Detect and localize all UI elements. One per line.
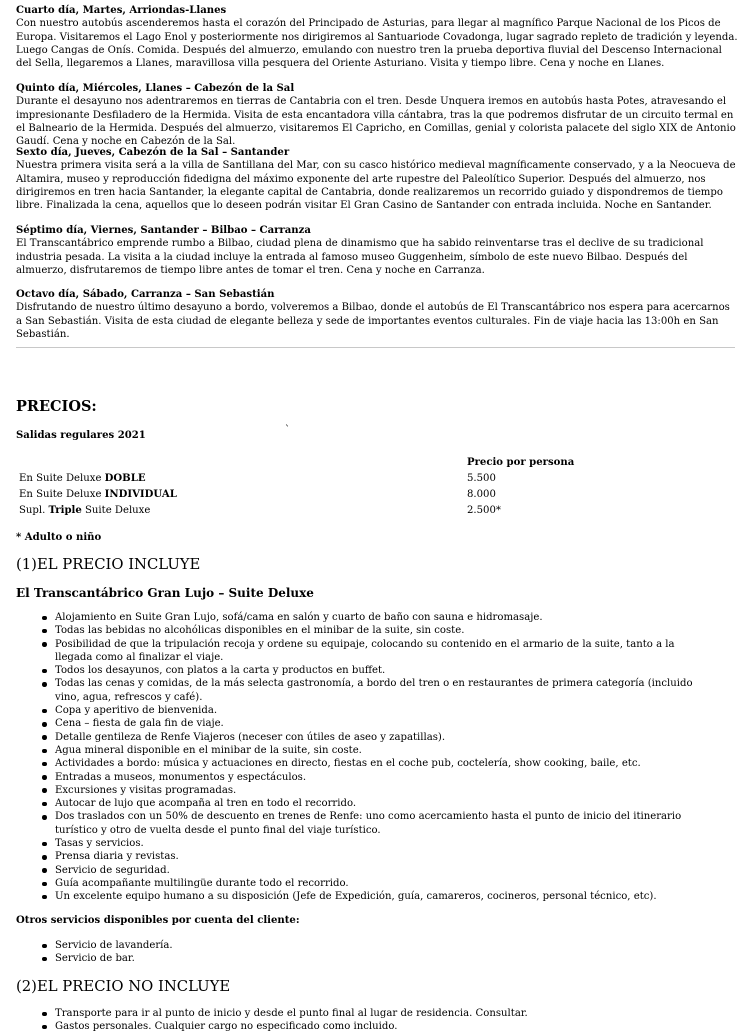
list-item: Actividades a bordo: música y actuaciones en directo, fiestas en el coche pub, coctelería, show cooking, baile, etc. xyxy=(55,757,715,770)
list-item: Prensa diaria y revistas. xyxy=(55,850,715,863)
day-description: Nuestra primera visita será a la villa de Santillana del Mar, con su casco histórico medieval magníficamente conservado, y a la Neocueva de Altamira, museo y reproducción fidedigna del máximo exponente del arte rupestre del Paleolítico Superior. Después del almuerzo, nos dirigiremos en tren hacia Santander, la elegante capital de Cantabria, donde realizaremos un recorrido guiado y dispondremos de tiempo libre. Finalizada la cena, aquellos que lo deseen podrán visitar El Gran Casino de Santander con entrada incluida. Noche en Santander. xyxy=(16,160,736,212)
list-item: Posibilidad de que la tripulación recoja y ordene su equipaje, colocando su contenido en el armario de la suite, tanto a la llegada como al finalizar el viaje. xyxy=(55,638,715,665)
excludes-list xyxy=(0,1007,715,1034)
list-item: Autocar de lujo que acompaña al tren en todo el recorrido. xyxy=(55,797,715,810)
day-title: Cuarto día, Martes, Arriondas-Llanes xyxy=(16,5,227,16)
day-title: Quinto día, Miércoles, Llanes – Cabezón de la Sal xyxy=(16,83,295,94)
list-item: Guía acompañante multilingüe durante todo el recorrido. xyxy=(55,877,715,890)
stray-mark: ` xyxy=(285,425,290,436)
day-section-4 xyxy=(16,4,738,70)
list-item: Servicio de lavandería. xyxy=(55,939,715,952)
list-item: Cena – fiesta de gala fin de viaje. xyxy=(55,717,715,730)
price-row-label: En Suite Deluxe DOBLE xyxy=(19,473,146,484)
price-row-label: En Suite Deluxe INDIVIDUAL xyxy=(19,489,177,500)
list-item: Transporte para ir al punto de inicio y desde el punto final al lugar de residencia. Consultar. xyxy=(55,1007,715,1020)
day-title: Séptimo día, Viernes, Santander – Bilbao – Carranza xyxy=(16,225,311,236)
list-item: Todas las bebidas no alcohólicas disponibles en el minibar de la suite, sin coste. xyxy=(55,624,715,637)
list-item: Copa y aperitivo de bienvenida. xyxy=(55,704,715,717)
day-title: Octavo día, Sábado, Carranza – San Sebastián xyxy=(16,289,275,300)
price-footnote: * Adulto o niño xyxy=(16,532,102,543)
list-item: Alojamiento en Suite Gran Lujo, sofá/cama en salón y cuarto de baño con sauna e hidromasaje. xyxy=(55,611,715,624)
list-item: Agua mineral disponible en el minibar de la suite, sin coste. xyxy=(55,744,715,757)
list-item: Un excelente equipo humano a su disposición (Jefe de Expedición, guía, camareros, cocineros, personal técnico, etc). xyxy=(55,890,715,903)
day-section-7 xyxy=(16,224,738,277)
price-value: 2.500* xyxy=(467,505,501,516)
suite-subheading: El Transcantábrico Gran Lujo – Suite Deluxe xyxy=(16,586,314,600)
horizontal-divider xyxy=(16,347,735,348)
list-item: Todos los desayunos, con platos a la carta y productos en buffet. xyxy=(55,664,715,677)
list-item: Entradas a museos, monumentos y espectáculos. xyxy=(55,771,715,784)
price-value: 8.000 xyxy=(467,489,496,500)
day-section-6 xyxy=(16,146,738,212)
list-item: Detalle gentileza de Renfe Viajeros (neceser con útiles de aseo y zapatillas). xyxy=(55,731,715,744)
list-item: Todas las cenas y comidas, de la más selecta gastronomía, a bordo del tren o en restaurantes de primera categoría (incluido vino, agua, refrescos y café). xyxy=(55,677,715,704)
day-section-5 xyxy=(16,82,738,148)
day-description: Disfrutando de nuestro último desayuno a bordo, volveremos a Bilbao, donde el autobús de El Transcantábrico nos espera para acercarnos a San Sebastián. Visita de esta ciudad de elegante belleza y sede de importantes eventos culturales. Fin de viaje hacia las 13:00h en San Sebastián. xyxy=(16,302,730,340)
price-value: 5.500 xyxy=(467,473,496,484)
list-item: Servicio de seguridad. xyxy=(55,864,715,877)
list-item: Dos traslados con un 50% de descuento en trenes de Renfe: uno como acercamiento hasta el punto de inicio del itinerario turístico y otro de vuelta desde el punto final del viaje turístico. xyxy=(55,810,715,837)
day-description: Con nuestro autobús ascenderemos hasta el corazón del Principado de Asturias, para llegar al magnífico Parque Nacional de los Picos de Europa. Visitaremos el Lago Enol y posteriormente nos dirigiremos al Santuariode Covadonga, lugar sagrado repleto de tradición y leyenda. Luego Cangas de Onís. Comida. Después del almuerzo, emulando con nuestro tren la prueba deportiva fluvial del Descenso Internacional del Sella, llegaremos a Llanes, maravillosa villa pesquera del Oriente Asturiano. Visita y tiempo libre. Cena y noche en Llanes. xyxy=(16,18,738,70)
other-services-list xyxy=(0,939,715,966)
includes-list xyxy=(0,611,715,904)
price-includes-heading: (1)EL PRECIO INCLUYE xyxy=(16,556,201,573)
price-excludes-heading: (2)EL PRECIO NO INCLUYE xyxy=(16,978,231,995)
prices-heading: PRECIOS: xyxy=(16,398,97,415)
day-section-8 xyxy=(16,288,738,341)
price-column-header: Precio por persona xyxy=(467,457,575,468)
regular-departures-label: Salidas regulares 2021 xyxy=(16,430,146,441)
day-description: El Transcantábrico emprende rumbo a Bilbao, ciudad plena de dinamismo que ha sabido reinventarse tras el declive de su tradicional industria pesada. La visita a la ciudad incluye la entrada al famoso museo Guggenheim, símbolo de este nuevo Bilbao. Después del almuerzo, disfrutaremos de tiempo libre antes de tomar el tren. Cena y noche en Carranza. xyxy=(16,238,704,276)
list-item: Gastos personales. Cualquier cargo no especificado como incluido. xyxy=(55,1020,715,1033)
day-title: Sexto día, Jueves, Cabezón de la Sal – Santander xyxy=(16,147,290,158)
price-row-label: Supl. Triple Suite Deluxe xyxy=(19,505,151,516)
other-services-label: Otros servicios disponibles por cuenta del cliente: xyxy=(16,915,300,926)
list-item: Excursiones y visitas programadas. xyxy=(55,784,715,797)
list-item: Tasas y servicios. xyxy=(55,837,715,850)
day-description: Durante el desayuno nos adentraremos en tierras de Cantabria con el tren. Desde Unquera iremos en autobús hasta Potes, atravesando el impresionante Desfiladero de la Hermida. Visita de esta encantadora villa cántabra, tras la que podremos disfrutar de un circuito termal en el Balneario de la Hermida. Después del almuerzo, visitaremos El Capricho, en Comillas, genial y colorista palacete del siglo XIX de Antonio Gaudí. Cena y noche en Cabezón de la Sal. xyxy=(16,96,736,148)
list-item: Servicio de bar. xyxy=(55,952,715,965)
